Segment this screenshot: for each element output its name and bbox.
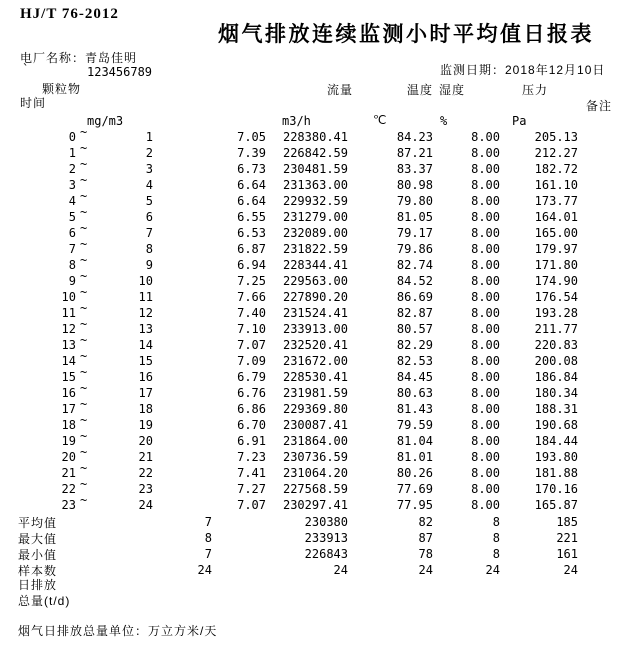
temperature-value-cell: 79.86 <box>396 242 433 256</box>
hour-end-cell: 4 <box>145 178 153 192</box>
summary-row-label: 最小值 <box>18 548 58 562</box>
hour-start-cell: 5 <box>68 210 76 224</box>
hour-end-cell: 9 <box>145 258 153 272</box>
hour-start-cell: 17 <box>61 402 76 416</box>
dust-value-cell: 6.79 <box>237 370 266 384</box>
flow-value-cell: 230481.59 <box>282 162 348 176</box>
unit-humidity: % <box>440 114 448 128</box>
dust-value-cell: 7.27 <box>237 482 266 496</box>
range-tilde: ~ <box>80 173 88 187</box>
summary-row <box>0 514 634 530</box>
dust-value-cell: 7.39 <box>237 146 266 160</box>
hour-end-cell: 17 <box>138 386 153 400</box>
temperature-value-cell: 77.95 <box>396 498 433 512</box>
flow-value-cell: 229932.59 <box>282 194 348 208</box>
summary-flow-cell: 24 <box>333 563 348 577</box>
range-tilde: ~ <box>80 157 88 171</box>
dust-value-cell: 6.55 <box>237 210 266 224</box>
table-row <box>0 173 634 193</box>
hour-start-cell: 1 <box>68 146 76 160</box>
temperature-value-cell: 82.29 <box>396 338 433 352</box>
range-tilde: ~ <box>80 141 88 155</box>
temperature-value-cell: 81.43 <box>396 402 433 416</box>
summary-pressure-cell: 221 <box>556 531 578 545</box>
summary-flow-cell: 233913 <box>304 531 348 545</box>
humidity-value-cell: 8.00 <box>471 418 500 432</box>
table-row <box>0 365 634 385</box>
pressure-value-cell: 181.88 <box>534 466 578 480</box>
temperature-value-cell: 84.23 <box>396 130 433 144</box>
range-tilde: ~ <box>80 221 88 235</box>
flow-value-cell: 232089.00 <box>282 226 348 240</box>
temperature-value-cell: 84.52 <box>396 274 433 288</box>
pressure-value-cell: 220.83 <box>534 338 578 352</box>
range-tilde: ~ <box>80 397 88 411</box>
humidity-value-cell: 8.00 <box>471 274 500 288</box>
dust-value-cell: 7.41 <box>237 466 266 480</box>
table-row <box>0 397 634 417</box>
column-header-dust: 颗粒物 <box>42 82 82 96</box>
pressure-value-cell: 205.13 <box>534 130 578 144</box>
pressure-value-cell: 161.10 <box>534 178 578 192</box>
pressure-value-cell: 165.87 <box>534 498 578 512</box>
humidity-value-cell: 8.00 <box>471 434 500 448</box>
table-row <box>0 141 634 161</box>
pressure-value-cell: 165.00 <box>534 226 578 240</box>
flow-value-cell: 231822.59 <box>282 242 348 256</box>
pressure-value-cell: 193.28 <box>534 306 578 320</box>
range-tilde: ~ <box>80 317 88 331</box>
footer-note: 烟气日排放总量单位：万立方米/天 <box>18 624 218 638</box>
hour-start-cell: 4 <box>68 194 76 208</box>
summary-row <box>0 530 634 546</box>
summary-dust-cell: 7 <box>204 547 212 561</box>
range-tilde: ~ <box>80 445 88 459</box>
humidity-value-cell: 8.00 <box>471 402 500 416</box>
hour-end-cell: 18 <box>138 402 153 416</box>
flow-value-cell: 230736.59 <box>282 450 348 464</box>
range-tilde: ~ <box>80 285 88 299</box>
table-row <box>0 269 634 289</box>
hour-start-cell: 19 <box>61 434 76 448</box>
range-tilde: ~ <box>80 125 88 139</box>
hour-start-cell: 18 <box>61 418 76 432</box>
summary-dust-cell: 7 <box>204 515 212 529</box>
table-row <box>0 205 634 225</box>
hour-start-cell: 12 <box>61 322 76 336</box>
range-tilde: ~ <box>80 493 88 507</box>
dust-value-cell: 6.53 <box>237 226 266 240</box>
dust-value-cell: 7.23 <box>237 450 266 464</box>
table-row <box>0 253 634 273</box>
summary-humidity-cell: 24 <box>485 563 500 577</box>
hour-start-cell: 13 <box>61 338 76 352</box>
hour-start-cell: 3 <box>68 178 76 192</box>
flow-value-cell: 233913.00 <box>282 322 348 336</box>
flow-value-cell: 231363.00 <box>282 178 348 192</box>
hour-start-cell: 9 <box>68 274 76 288</box>
flow-value-cell: 231064.20 <box>282 466 348 480</box>
standard-number: HJ/T 76-2012 <box>20 6 119 22</box>
range-tilde: ~ <box>80 477 88 491</box>
dust-value-cell: 7.66 <box>237 290 266 304</box>
range-tilde: ~ <box>80 205 88 219</box>
flow-value-cell: 231864.00 <box>282 434 348 448</box>
hour-end-cell: 2 <box>145 146 153 160</box>
pressure-value-cell: 170.16 <box>534 482 578 496</box>
hour-end-cell: 22 <box>138 466 153 480</box>
column-header-humidity: 湿度 <box>439 83 466 97</box>
table-row <box>0 333 634 353</box>
pressure-value-cell: 182.72 <box>534 162 578 176</box>
flow-value-cell: 231672.00 <box>282 354 348 368</box>
temperature-value-cell: 87.21 <box>396 146 433 160</box>
pressure-value-cell: 190.68 <box>534 418 578 432</box>
flow-value-cell: 230087.41 <box>282 418 348 432</box>
range-tilde: ~ <box>80 301 88 315</box>
humidity-value-cell: 8.00 <box>471 242 500 256</box>
summary-temperature-cell: 78 <box>418 547 433 561</box>
pressure-value-cell: 174.90 <box>534 274 578 288</box>
table-row <box>0 477 634 497</box>
range-tilde: ~ <box>80 237 88 251</box>
dust-value-cell: 7.07 <box>237 338 266 352</box>
summary-flow-cell: 230380 <box>304 515 348 529</box>
dust-value-cell: 6.94 <box>237 258 266 272</box>
column-header-temperature: 温度 <box>407 83 434 97</box>
temperature-value-cell: 82.53 <box>396 354 433 368</box>
summary-pressure-cell: 24 <box>563 563 578 577</box>
temperature-value-cell: 83.37 <box>396 162 433 176</box>
pressure-value-cell: 176.54 <box>534 290 578 304</box>
plant-code: 123456789 <box>87 65 153 79</box>
flow-value-cell: 228530.41 <box>282 370 348 384</box>
flow-value-cell: 227568.59 <box>282 482 348 496</box>
flow-value-cell: 228344.41 <box>282 258 348 272</box>
dust-value-cell: 7.09 <box>237 354 266 368</box>
flow-value-cell: 227890.20 <box>282 290 348 304</box>
humidity-value-cell: 8.00 <box>471 386 500 400</box>
monitoring-date: 监测日期：2018年12月10日 <box>440 63 606 77</box>
unit-pressure: Pa <box>512 114 527 128</box>
humidity-value-cell: 8.00 <box>471 258 500 272</box>
pressure-value-cell: 173.77 <box>534 194 578 208</box>
temperature-value-cell: 77.69 <box>396 482 433 496</box>
hour-start-cell: 20 <box>61 450 76 464</box>
humidity-value-cell: 8.00 <box>471 178 500 192</box>
hour-end-cell: 12 <box>138 306 153 320</box>
summary-row-label: 平均值 <box>18 516 58 530</box>
range-tilde: ~ <box>80 381 88 395</box>
humidity-value-cell: 8.00 <box>471 306 500 320</box>
dust-value-cell: 7.40 <box>237 306 266 320</box>
flow-value-cell: 232520.41 <box>282 338 348 352</box>
summary-row <box>0 546 634 562</box>
humidity-value-cell: 8.00 <box>471 354 500 368</box>
temperature-value-cell: 80.26 <box>396 466 433 480</box>
table-row <box>0 349 634 369</box>
dust-value-cell: 6.86 <box>237 402 266 416</box>
hour-end-cell: 10 <box>138 274 153 288</box>
humidity-value-cell: 8.00 <box>471 370 500 384</box>
column-header-time: 时间 <box>20 96 47 110</box>
hour-start-cell: 0 <box>68 130 76 144</box>
humidity-value-cell: 8.00 <box>471 290 500 304</box>
humidity-value-cell: 8.00 <box>471 130 500 144</box>
hour-end-cell: 16 <box>138 370 153 384</box>
hour-end-cell: 23 <box>138 482 153 496</box>
humidity-value-cell: 8.00 <box>471 498 500 512</box>
range-tilde: ~ <box>80 253 88 267</box>
table-row <box>0 301 634 321</box>
summary-pressure-cell: 161 <box>556 547 578 561</box>
temperature-value-cell: 80.57 <box>396 322 433 336</box>
hour-end-cell: 24 <box>138 498 153 512</box>
temperature-value-cell: 86.69 <box>396 290 433 304</box>
range-tilde: ~ <box>80 413 88 427</box>
dust-value-cell: 6.64 <box>237 178 266 192</box>
unit-dust: mg/m3 <box>87 114 124 128</box>
range-tilde: ~ <box>80 189 88 203</box>
hour-end-cell: 13 <box>138 322 153 336</box>
flow-value-cell: 230297.41 <box>282 498 348 512</box>
temperature-value-cell: 80.63 <box>396 386 433 400</box>
hour-end-cell: 20 <box>138 434 153 448</box>
summary-row-label: 样本数 <box>18 564 58 578</box>
hour-end-cell: 14 <box>138 338 153 352</box>
summary-humidity-cell: 8 <box>492 515 500 529</box>
dust-value-cell: 6.87 <box>237 242 266 256</box>
dust-value-cell: 6.70 <box>237 418 266 432</box>
temperature-value-cell: 79.80 <box>396 194 433 208</box>
range-tilde: ~ <box>80 333 88 347</box>
summary-temperature-cell: 87 <box>418 531 433 545</box>
pressure-value-cell: 211.77 <box>534 322 578 336</box>
hour-end-cell: 3 <box>145 162 153 176</box>
hour-start-cell: 22 <box>61 482 76 496</box>
pressure-value-cell: 184.44 <box>534 434 578 448</box>
pressure-value-cell: 164.01 <box>534 210 578 224</box>
range-tilde: ~ <box>80 365 88 379</box>
humidity-value-cell: 8.00 <box>471 194 500 208</box>
flow-value-cell: 231981.59 <box>282 386 348 400</box>
hour-start-cell: 16 <box>61 386 76 400</box>
table-row <box>0 125 634 145</box>
humidity-value-cell: 8.00 <box>471 210 500 224</box>
summary-dust-cell: 8 <box>204 531 212 545</box>
humidity-value-cell: 8.00 <box>471 146 500 160</box>
humidity-value-cell: 8.00 <box>471 162 500 176</box>
hour-start-cell: 21 <box>61 466 76 480</box>
temperature-value-cell: 82.74 <box>396 258 433 272</box>
hour-start-cell: 15 <box>61 370 76 384</box>
table-row <box>0 237 634 257</box>
summary-temperature-cell: 24 <box>418 563 433 577</box>
plant-tick-mark: ` <box>22 62 30 76</box>
table-row <box>0 429 634 449</box>
summary-flow-cell: 226843 <box>304 547 348 561</box>
pressure-value-cell: 200.08 <box>534 354 578 368</box>
column-header-remark: 备注 <box>586 99 613 113</box>
temperature-value-cell: 79.59 <box>396 418 433 432</box>
temperature-value-cell: 81.04 <box>396 434 433 448</box>
hour-start-cell: 2 <box>68 162 76 176</box>
hour-start-cell: 11 <box>61 306 76 320</box>
humidity-value-cell: 8.00 <box>471 338 500 352</box>
table-row <box>0 381 634 401</box>
temperature-value-cell: 81.05 <box>396 210 433 224</box>
hour-end-cell: 8 <box>145 242 153 256</box>
column-header-pressure: 压力 <box>522 83 549 97</box>
hour-end-cell: 5 <box>145 194 153 208</box>
report-title: 烟气排放连续监测小时平均值日报表 <box>218 23 594 46</box>
dust-value-cell: 6.91 <box>237 434 266 448</box>
hour-start-cell: 6 <box>68 226 76 240</box>
hour-end-cell: 11 <box>138 290 153 304</box>
hour-end-cell: 19 <box>138 418 153 432</box>
unit-temperature: ℃ <box>373 113 387 127</box>
summary-humidity-cell: 8 <box>492 531 500 545</box>
hour-start-cell: 8 <box>68 258 76 272</box>
hour-end-cell: 15 <box>138 354 153 368</box>
humidity-value-cell: 8.00 <box>471 466 500 480</box>
pressure-value-cell: 212.27 <box>534 146 578 160</box>
pressure-value-cell: 180.34 <box>534 386 578 400</box>
table-row <box>0 445 634 465</box>
summary-humidity-cell: 8 <box>492 547 500 561</box>
hour-end-cell: 21 <box>138 450 153 464</box>
table-row <box>0 157 634 177</box>
temperature-value-cell: 84.45 <box>396 370 433 384</box>
dust-value-cell: 7.07 <box>237 498 266 512</box>
pressure-value-cell: 171.80 <box>534 258 578 272</box>
summary-row <box>0 562 634 578</box>
range-tilde: ~ <box>80 349 88 363</box>
range-tilde: ~ <box>80 429 88 443</box>
pressure-value-cell: 186.84 <box>534 370 578 384</box>
dust-value-cell: 6.73 <box>237 162 266 176</box>
table-row <box>0 413 634 433</box>
daily-emission-label: 日排放 <box>18 578 58 592</box>
dust-value-cell: 7.05 <box>237 130 266 144</box>
humidity-value-cell: 8.00 <box>471 482 500 496</box>
hour-end-cell: 6 <box>145 210 153 224</box>
hour-end-cell: 1 <box>145 130 153 144</box>
summary-row-label: 最大值 <box>18 532 58 546</box>
flow-value-cell: 229369.80 <box>282 402 348 416</box>
dust-value-cell: 7.10 <box>237 322 266 336</box>
pressure-value-cell: 188.31 <box>534 402 578 416</box>
dust-value-cell: 6.64 <box>237 194 266 208</box>
hour-start-cell: 14 <box>61 354 76 368</box>
table-row <box>0 493 634 513</box>
plant-name-label: 电厂名称：青岛佳明 <box>20 51 138 65</box>
table-row <box>0 285 634 305</box>
hour-start-cell: 7 <box>68 242 76 256</box>
flow-value-cell: 226842.59 <box>282 146 348 160</box>
table-row <box>0 317 634 337</box>
summary-pressure-cell: 185 <box>556 515 578 529</box>
daily-emission-unit-label: 总量(t/d) <box>18 594 71 608</box>
pressure-value-cell: 179.97 <box>534 242 578 256</box>
temperature-value-cell: 79.17 <box>396 226 433 240</box>
temperature-value-cell: 80.98 <box>396 178 433 192</box>
summary-dust-cell: 24 <box>197 563 212 577</box>
flow-value-cell: 229563.00 <box>282 274 348 288</box>
temperature-value-cell: 82.87 <box>396 306 433 320</box>
flow-value-cell: 231279.00 <box>282 210 348 224</box>
dust-value-cell: 7.25 <box>237 274 266 288</box>
hour-end-cell: 7 <box>145 226 153 240</box>
table-row <box>0 189 634 209</box>
humidity-value-cell: 8.00 <box>471 226 500 240</box>
range-tilde: ~ <box>80 461 88 475</box>
hour-start-cell: 10 <box>61 290 76 304</box>
pressure-value-cell: 193.80 <box>534 450 578 464</box>
hour-start-cell: 23 <box>61 498 76 512</box>
column-header-flow: 流量 <box>327 83 354 97</box>
temperature-value-cell: 81.01 <box>396 450 433 464</box>
flow-value-cell: 228380.41 <box>282 130 348 144</box>
flow-value-cell: 231524.41 <box>282 306 348 320</box>
summary-temperature-cell: 82 <box>418 515 433 529</box>
table-row <box>0 461 634 481</box>
range-tilde: ~ <box>80 269 88 283</box>
dust-value-cell: 6.76 <box>237 386 266 400</box>
table-row <box>0 221 634 241</box>
unit-flow: m3/h <box>282 114 311 128</box>
humidity-value-cell: 8.00 <box>471 450 500 464</box>
humidity-value-cell: 8.00 <box>471 322 500 336</box>
